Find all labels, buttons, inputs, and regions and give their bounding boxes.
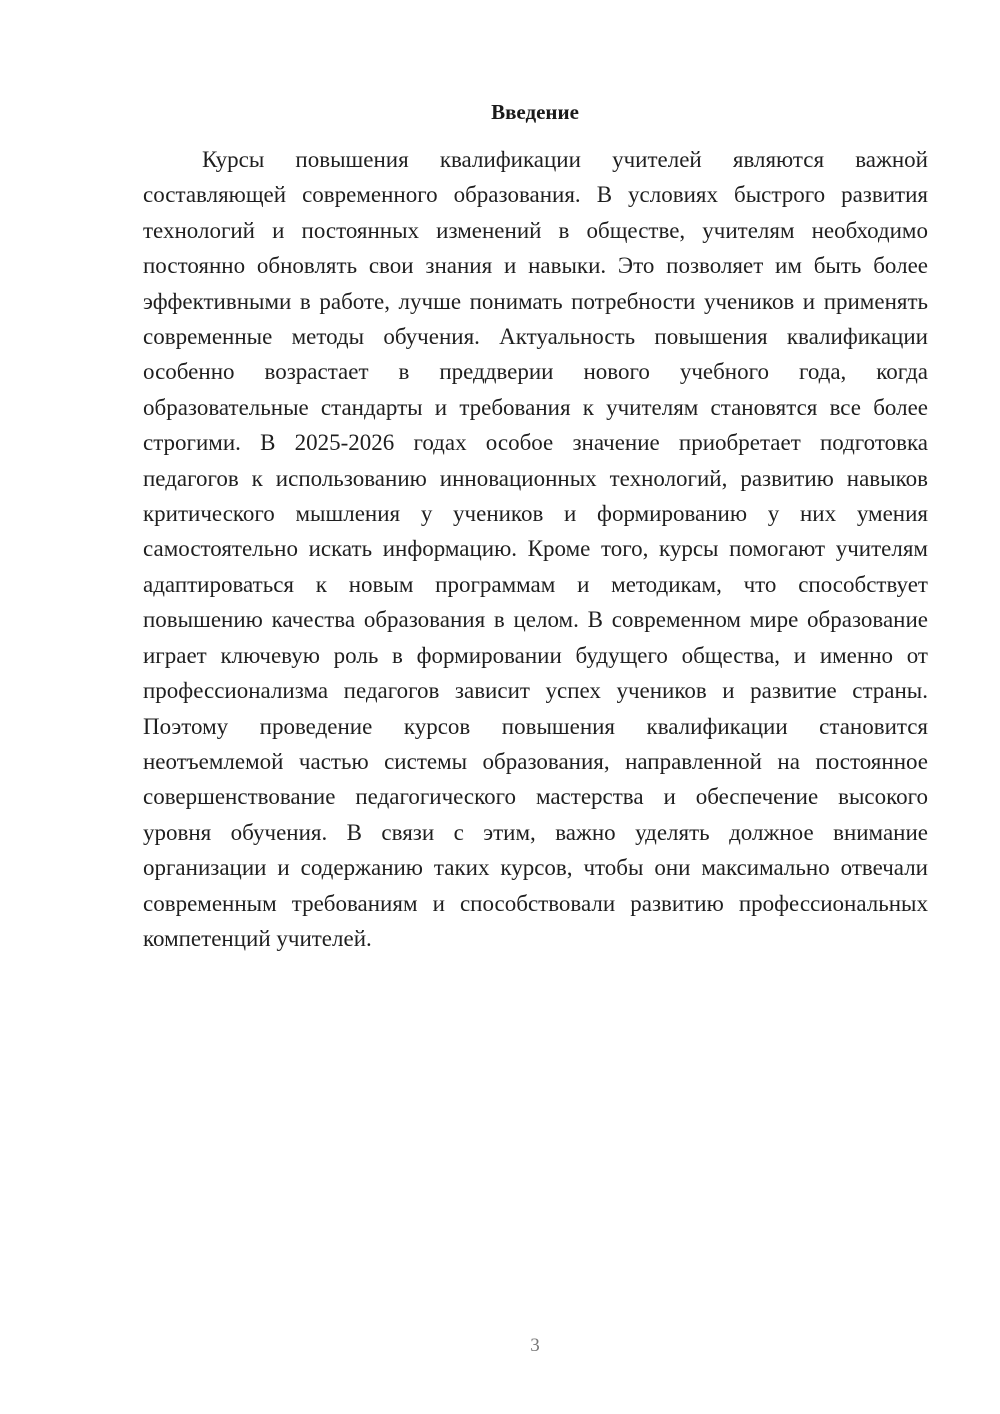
section-heading: Введение (491, 100, 579, 124)
page-number: 3 (530, 1335, 540, 1356)
body-paragraph: Курсы повышения квалификации учителей являются важной составляющей современного образования. В условиях быстрого развития технологий и постоянных изменений в обществе, учителям необходимо постоянно обновлять свои знания и навыки. Это позволяет им быть более эффективными в работе, лучше понимать потребности учеников и применять современные методы обучения. Актуальность повышения квалификации особенно возрастает в преддверии нового учебного года, когда образовательные стандарты и требования к учителям становятся все более строгими. В 2025-2026 годах особое значение приобретает подготовка педагогов к использованию инновационных технологий, развитию навыков критического мышления у учеников и формированию у них умения самостоятельно искать информацию. Кроме того, курсы помогают учителям адаптироваться к новым программам и методикам, что способствует повышению качества образования в целом. В современном мире образование играет ключевую роль в формировании будущего общества, и именно от профессионализма педагогов зависит успех учеников и развитие страны. Поэтому проведение курсов повышения квалификации становится неотъемлемой частью системы образования, направленной на постоянное совершенствование педагогического мастерства и обеспечение высокого уровня обучения. В связи с этим, важно уделять должное внимание организации и содержанию таких курсов, чтобы они максимально отвечали современным требованиям и способствовали развитию профессиональных компетенций учителей. (143, 147, 928, 951)
